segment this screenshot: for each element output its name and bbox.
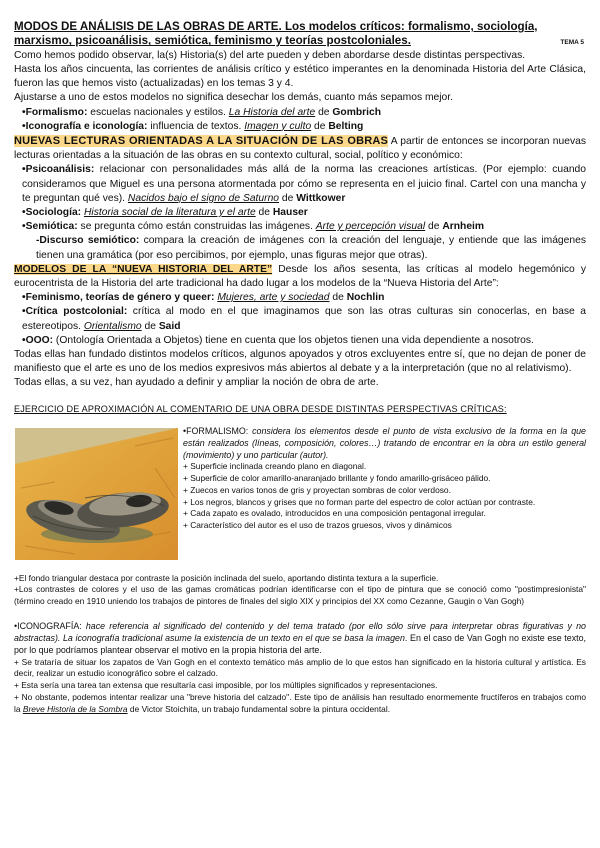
document-page <box>14 20 586 716</box>
formalismo-analysis <box>183 425 586 532</box>
formal-full-1: +El fondo triangular destaca por contraste la posición inclinada del suelo, aportando distinta textura a la superficie. <box>14 572 439 583</box>
feminismo-item: •Feminismo, teorías de género y queer: Mujeres, arte y sociedad de Nochlin <box>22 292 385 304</box>
formal-bullet: + Característico del autor es el uso de trazos gruesos, vivos y dinámicos <box>183 520 452 531</box>
formal-bullet: + Zuecos en varios tonos de gris y proyectan sombras de color verdoso. <box>183 484 451 495</box>
van-gogh-clogs-painting <box>15 428 178 560</box>
formal-bullet: + Superficie inclinada creando plano en diagonal. <box>183 461 367 472</box>
ejercicio-title: EJERCICIO DE APROXIMACIÓN AL COMENTARIO DE UNA OBRA DESDE DISTINTAS PERSPECTIVAS CRÍTICAS: <box>14 403 507 414</box>
formal-bullet: + Los negros, blancos y grises que no forman parte del espectro de color actúan por contraste. <box>183 496 536 507</box>
iconografia-item: •Iconografía e iconología: influencia de textos. Imagen y culto de Belting <box>22 120 364 132</box>
intro-paragraph-2: Hasta los años cincuenta, las corrientes de análisis crítico y estético imperantes en la denominada Historia del Arte Clásica, fueron las que hemos visto (actualizadas) en los temas 3 y 4. <box>14 64 586 90</box>
postcolonial-item: •Crítica postcolonial: crítica al modo en el que imaginamos que son las otras culturas sin conocerlas, en base a estereotipos. Orientalismo de Said <box>22 306 586 332</box>
formal-bullet: + Superficie de color amarillo-anaranjado brillante y fondo amarillo-grisáceo pálido. <box>183 473 491 484</box>
nuevas-lecturas-paragraph: NUEVAS LECTURAS ORIENTADAS A LA SITUACIÓN DE LAS OBRAS A partir de entonces se incorporan nuevas lecturas orientadas a la situación de las obras en su contexto cultural, social, político y económico: <box>14 135 586 162</box>
intro-paragraph-1: Como hemos podido observar, la(s) Historia(s) del arte pueden y deben abordarse desde distintas perspectivas. <box>14 49 526 61</box>
discurso-semiotico-item: -Discurso semiótico: compara la creación de imágenes con la creación del lenguaje, y entiende que las imágenes tienen una gramática (por eso percibimos, por ejemplo, unas figuras mejor que otras). <box>36 235 586 261</box>
formalismo-item: •Formalismo: escuelas nacionales y estilos. La Historia del arte de Gombrich <box>22 106 382 118</box>
iconografia-definition: •ICONOGRAFÍA: hace referencia al significado del contenido y del tema tratado (por ello sólo sirve para interpretar obras figurativas y no abstractas). La iconografía tradicional asume la existencia de un texto en el que se basa la imagen. En el caso de Van Gogh no existe ese texto, por lo que podríamos plantear observar el motivo en la propia historia del arte. <box>14 621 586 656</box>
sociologia-item: •Sociología: Historia social de la literatura y el arte de Hauser <box>22 207 308 219</box>
ooo-item: •OOO: (Ontología Orientada a Objetos) tiene en cuenta que los objetos tienen una vida dependiente a nosotros. <box>22 334 534 346</box>
nueva-historia-heading: MODELOS DE LA “NUEVA HISTORIA DEL ARTE” <box>14 263 273 275</box>
intro-paragraph-3: Ajustarse a uno de estos modelos no significa desechar los demás, cuanto más sepamos mejor. <box>14 92 453 104</box>
semiotica-item: •Semiótica: se pregunta cómo están construidas las imágenes. Arte y percepción visual de Arnheim <box>22 221 485 233</box>
formalismo-definition: •FORMALISMO: considera los elementos desde el punto de vista exclusivo de la forma en la que están realizados (líneas, composición, colores…) tratando de encontrar en la obra un estilo general (movimiento) y uno particular (autor). <box>183 425 586 461</box>
ico-paragraph-3: + No obstante, podemos intentar realizar una "breve historia del calzado". Este tipo de análisis han resultado enormemente fructíferos en trabajos como la Breve Historia de la Sombra de Victor Stoichita, un trabajo fundamental sobre la pintura occidental. <box>14 692 586 714</box>
ico-paragraph-1: + Se trataría de situar los zapatos de Van Gogh en el contexto temático más amplio de lo que estos han significado en la historia cultural y artística. Es decir, realizar un estudio iconográfico sobre el calzado. <box>14 656 586 679</box>
ejercicio-formalismo-block <box>14 425 586 573</box>
ico-paragraph-2: + Esta sería una tarea tan extensa que resultaría casi imposible, por los múltiples significados y representaciones. <box>14 680 438 691</box>
final-paragraph: Todas ellas, a su vez, han ayudado a definir y ampliar la noción de obra de arte. <box>14 377 379 389</box>
nuevas-lecturas-heading: NUEVAS LECTURAS ORIENTADAS A LA SITUACIÓN DE LAS OBRAS <box>14 135 389 148</box>
nueva-historia-paragraph: MODELOS DE LA “NUEVA HISTORIA DEL ARTE” Desde los años sesenta, las críticas al modelo hegemónico y eurocentrista de la Historia del arte tradicional ha dado lugar a los modelos de la “Nueva Historia del Arte”: <box>14 263 586 290</box>
formal-full-2: +Los contrastes de colores y el uso de las gamas cromáticas podrían identificarse con el tipo de pintura que se conoció como "postimpresionista" (término creado en 1910 uniendo los trabajos de pintores de finales del siglo XIX y principios del XX como Cezanne, Gaugin o Van Gogh) <box>14 584 586 607</box>
formal-bullet: + Cada zapato es ovalado, introducidos en una composición pentagonal irregular. <box>183 508 486 519</box>
tema-label: TEMA 5 <box>560 39 584 46</box>
document-title: MODOS DE ANÁLISIS DE LAS OBRAS DE ARTE. Los modelos críticos: formalismo, sociología, marxismo, psicoanálisis, semiótica, feminismo y teorías postcoloniales. TEMA 5 <box>14 20 586 49</box>
psicoanalisis-item: •Psicoanálisis: relacionar con personalidades más allá de la norma las creaciones artísticas. (Por ejemplo: cuando consideramos que Miguel es una persona atormentada por cómo se representa en el juicio final. Cartel con una mancha y te preguntan qué ves). Nacidos bajo el signo de Saturno de Wittkower <box>22 164 586 204</box>
todas-ellas-paragraph: Todas ellas han fundado distintos modelos críticos, algunos apoyados y otros excluyentes entre sí, que no dejan de poner de manifiesto que el arte es uno de los medios expresivos más abiertos al debate y a la interpretación (que no al relativismo). <box>14 349 586 375</box>
